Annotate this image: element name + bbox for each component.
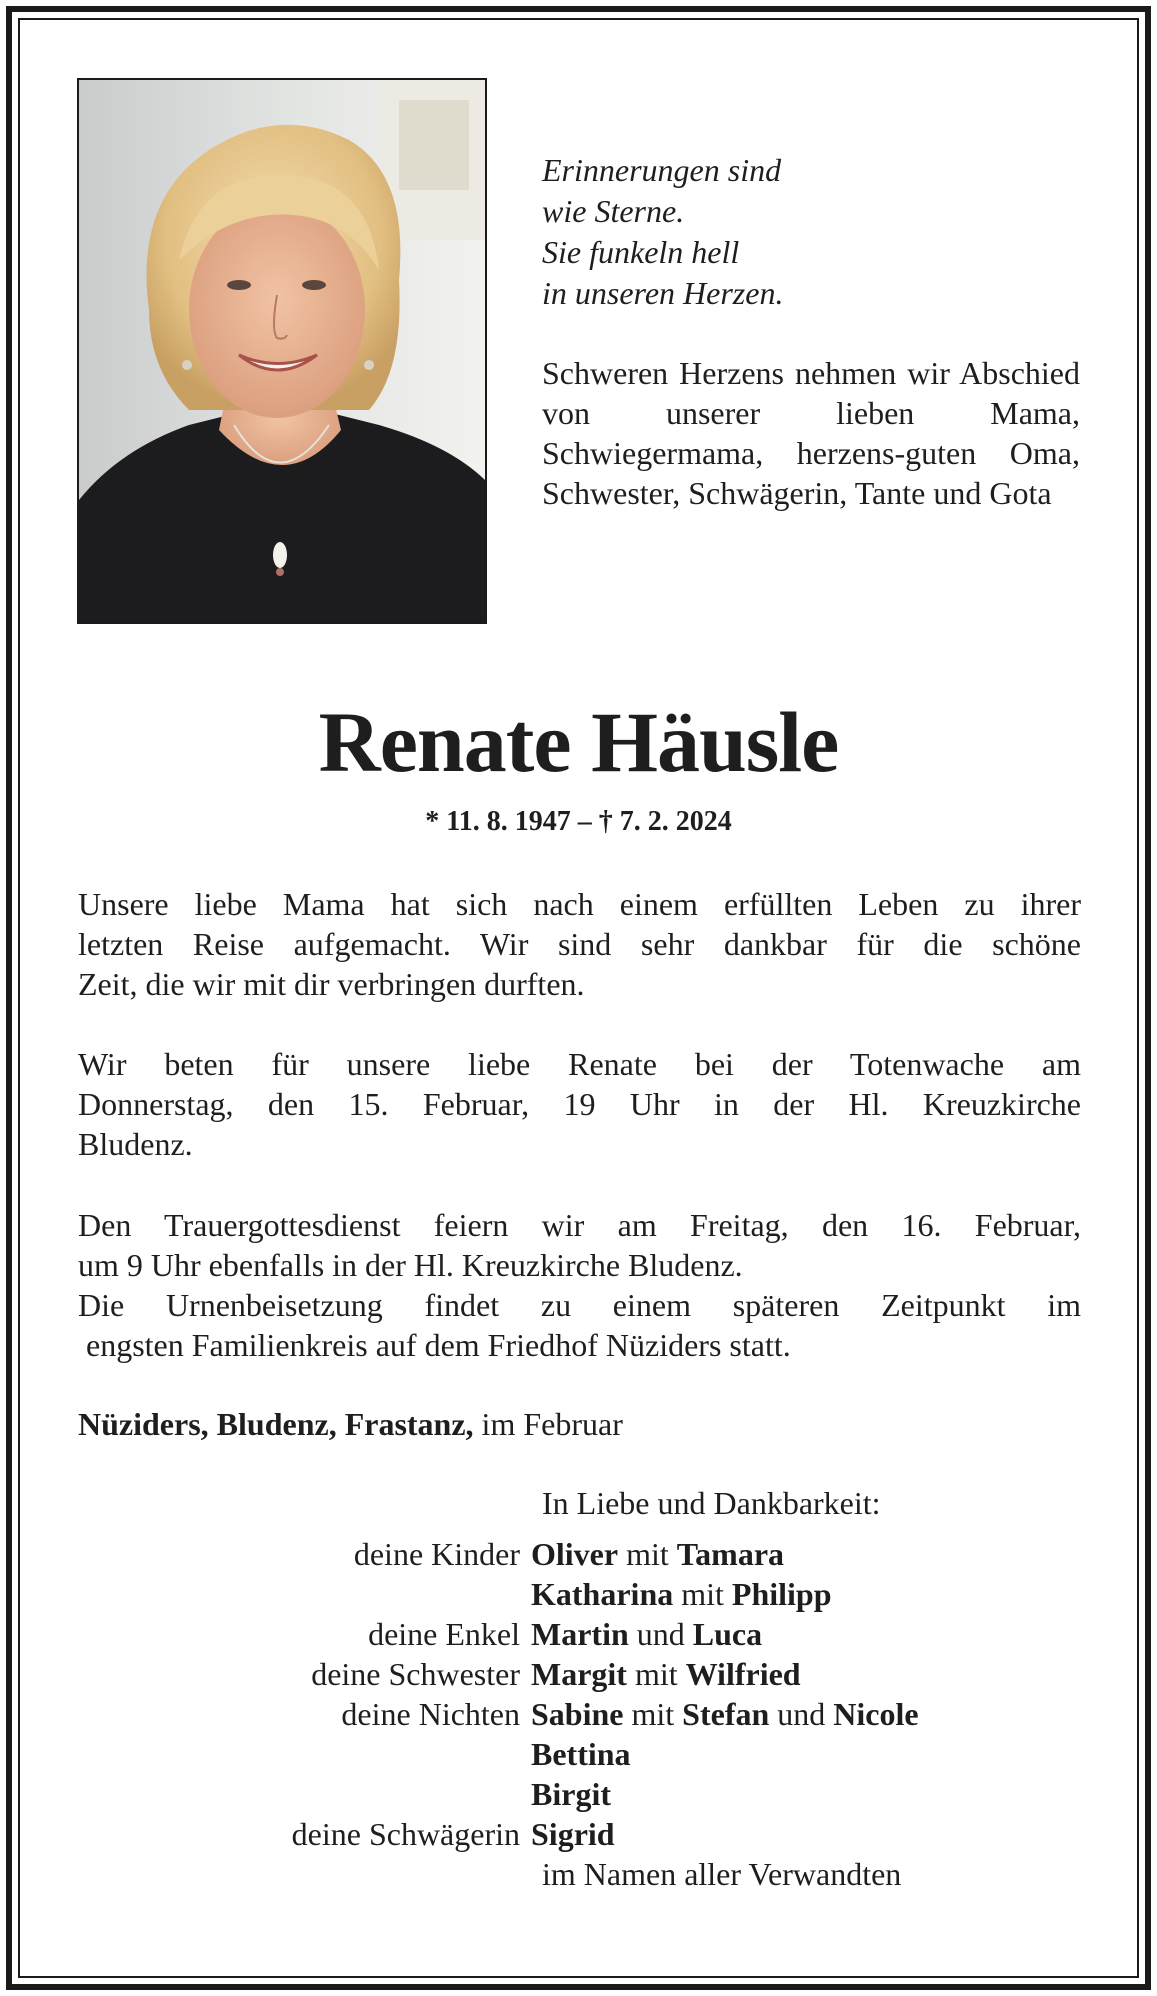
paragraph-line: Zeit, die wir mit dir verbringen durften. [78,966,585,1002]
family-row [0,1614,1157,1654]
memorial-quote [542,150,1082,314]
family-row [0,1694,1157,1734]
connector: und [628,1616,693,1652]
family-name: Bettina [531,1736,631,1772]
family-name: Oliver [531,1536,619,1572]
quote-line: in unseren Herzen. [542,275,784,311]
paragraph-service [78,1205,1081,1365]
quote-line: wie Sterne. [542,193,685,229]
family-row [0,1654,1157,1694]
paragraph-farewell [78,884,1081,1004]
portrait-photo [77,78,487,624]
quote-line: Sie funkeln hell [542,234,740,270]
family-name: Nicole [833,1696,919,1732]
paragraph-line: engsten Familienkreis auf dem Friedhof Nüziders statt. [78,1327,791,1363]
family-names [531,1534,784,1574]
relation-label [0,1574,531,1614]
family-name: Margit [531,1656,627,1692]
family-name: Katharina [531,1576,674,1612]
paragraph-line: um 9 Uhr ebenfalls in der Hl. Kreuzkirche Bludenz. [78,1247,743,1283]
places-date: im Februar [473,1406,623,1442]
family-name: Philipp [731,1576,832,1612]
connector: mit [673,1576,732,1612]
life-dates: * 11. 8. 1947 – † 7. 2. 2024 [425,806,732,837]
family-names [531,1614,762,1654]
family-name: Tamara [676,1536,785,1572]
family-row [0,1574,1157,1614]
family-names [531,1694,919,1734]
deceased-name: Renate Häusle [318,694,839,790]
family-row [0,1534,1157,1574]
family-names [531,1734,631,1774]
family-name: Martin [531,1616,629,1652]
family-row [0,1814,1157,1854]
family-name: Birgit [531,1776,611,1812]
family-name: Wilfried [685,1656,801,1692]
family-row [0,1774,1157,1814]
places-line [78,1404,623,1444]
family-row [0,1734,1157,1774]
relation-label [0,1774,531,1814]
quote-line: Erinnerungen sind [542,152,782,188]
relation-label: deine Enkel [368,1616,520,1652]
paragraph-wake [78,1044,1081,1164]
intro-text: Schweren Herzens nehmen wir Abschied von unserer lieben Mama, Schwiegermama, herzens-guten Oma, Schwester, Schwägerin, Tante und Gota [542,355,1080,511]
paragraph-line: Donnerstag, den 15. Februar, 19 Uhr in der Hl. Kreuzkirche [78,1086,1081,1122]
connector: mit [618,1536,677,1572]
family-names [531,1774,611,1814]
connector: und [769,1696,834,1732]
paragraph-line: Bludenz. [78,1126,193,1162]
paragraph-line: Die Urnenbeisetzung findet zu einem späteren Zeitpunkt im [78,1287,1081,1323]
relation-label: deine Schwägerin [291,1816,520,1852]
connector: mit [623,1696,683,1732]
family-names [531,1814,615,1854]
closing-line: im Namen aller Verwandten [542,1856,902,1892]
family-name: Sigrid [531,1816,615,1852]
family-names [531,1654,801,1694]
signoff: In Liebe und Dankbarkeit: [542,1485,881,1521]
paragraph-line: Unsere liebe Mama hat sich nach einem erfüllten Leben zu ihrer [78,886,1081,922]
family-name: Luca [692,1616,763,1652]
relation-label: deine Schwester [311,1656,520,1692]
family-names [531,1574,832,1614]
relation-label: deine Kinder [353,1536,520,1572]
places-names: Nüziders, Bludenz, Frastanz, [78,1406,474,1442]
paragraph-line: Den Trauergottesdienst feiern wir am Freitag, den 16. Februar, [78,1207,1081,1243]
connector: mit [626,1656,686,1692]
family-name: Stefan [682,1696,770,1732]
relation-label: deine Nichten [341,1696,520,1732]
relation-label [0,1734,531,1774]
family-name: Sabine [531,1696,624,1732]
family-list [0,1534,1157,1854]
paragraph-line: letzten Reise aufgemacht. Wir sind sehr dankbar für die schöne [78,926,1081,962]
paragraph-line: Wir beten für unsere liebe Renate bei der Totenwache am [78,1046,1081,1082]
